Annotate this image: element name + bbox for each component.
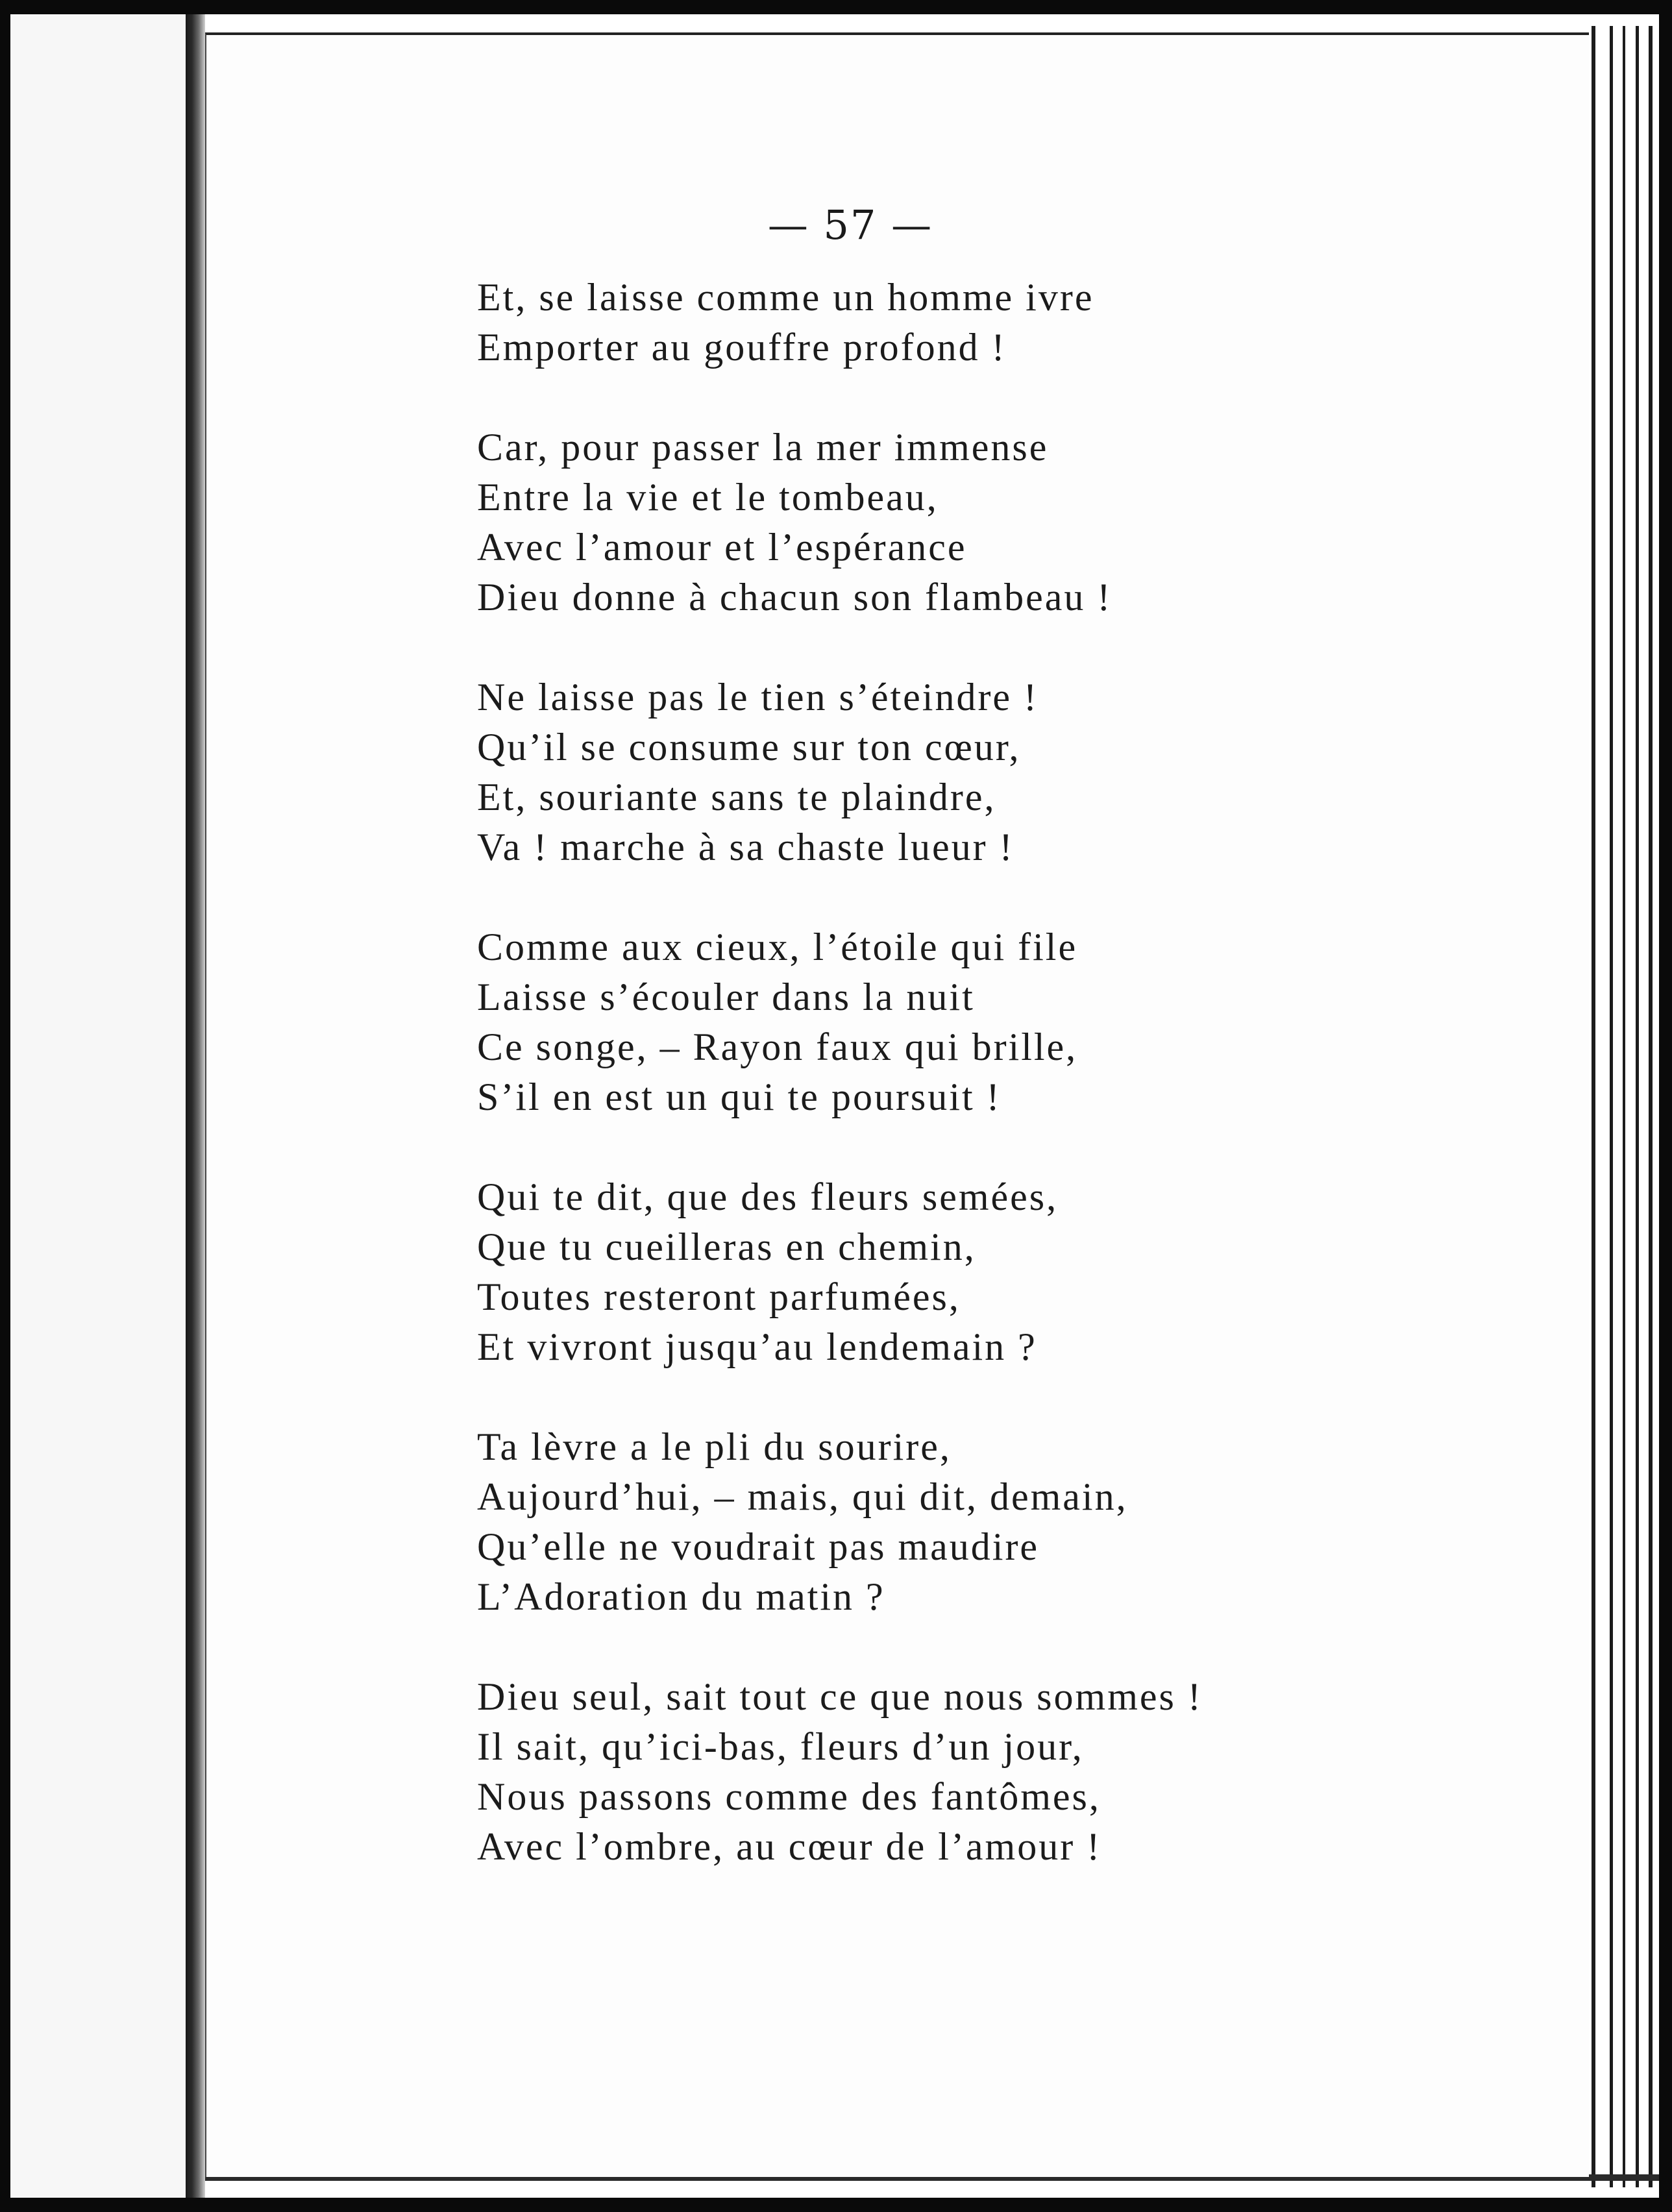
poem-line: Que tu cueilleras en chemin,	[477, 1225, 976, 1268]
poem-line: Dieu seul, sait tout ce que nous sommes !	[477, 1675, 1203, 1718]
book-gutter	[186, 14, 205, 2198]
stanza	[477, 423, 1386, 622]
stanza	[477, 1422, 1386, 1622]
scan-border-bottom	[0, 2198, 1672, 2212]
stanza	[477, 273, 1386, 373]
poem-line: Et, souriante sans te plaindre,	[477, 776, 996, 818]
poem-line: Qu’il se consume sur ton cœur,	[477, 726, 1021, 768]
stanza	[477, 672, 1386, 872]
poem-line: Ce songe, – Rayon faux qui brille,	[477, 1026, 1078, 1068]
page-edge	[1610, 26, 1613, 2187]
poem-line: S’il en est un qui te poursuit !	[477, 1075, 1002, 1118]
scan-border-top	[0, 0, 1672, 14]
poem-line: Qu’elle ne voudrait pas maudire	[477, 1525, 1040, 1568]
scan-border-left	[0, 0, 10, 2212]
poem-line: Dieu donne à chacun son flambeau !	[477, 576, 1113, 619]
poem-line: Avec l’amour et l’espérance	[477, 526, 967, 569]
poem-line: Comme aux cieux, l’étoile qui file	[477, 926, 1078, 968]
poem-line: Qui te dit, que des fleurs semées,	[477, 1175, 1059, 1218]
poem-line: Va ! marche à sa chaste lueur !	[477, 826, 1014, 868]
poem-line: Et, se laisse comme un homme ivre	[477, 276, 1094, 319]
poem-line: Avec l’ombre, au cœur de l’amour !	[477, 1825, 1102, 1868]
poem-line: Emporter au gouffre profond !	[477, 326, 1007, 369]
poem-line: Il sait, qu’ici-bas, fleurs d’un jour,	[477, 1725, 1084, 1768]
poem-line: Toutes resteront parfumées,	[477, 1275, 961, 1318]
page-edge	[1623, 26, 1625, 2187]
poem-line: Ta lèvre a le pli du sourire,	[477, 1425, 952, 1468]
page-edge	[1592, 26, 1595, 2187]
poem-line: Nous passons comme des fantômes,	[477, 1775, 1101, 1818]
page-number: — 57 —	[767, 201, 933, 249]
poem-line: Entre la vie et le tombeau,	[477, 476, 939, 519]
stanza	[477, 1172, 1386, 1372]
facing-page	[10, 14, 186, 2198]
stanza	[477, 1672, 1386, 1872]
poem-line: Car, pour passer la mer immense	[477, 426, 1049, 469]
poem	[477, 273, 1386, 1922]
poem-line: L’Adoration du matin ?	[477, 1575, 885, 1618]
stanza	[477, 922, 1386, 1122]
poem-line: Ne laisse pas le tien s’éteindre !	[477, 676, 1039, 719]
poem-line: Laisse s’écouler dans la nuit	[477, 976, 975, 1018]
page-edge	[1649, 26, 1653, 2187]
poem-line: Et vivront jusqu’au lendemain ?	[477, 1325, 1037, 1368]
scan-border-right	[1659, 0, 1672, 2212]
poem-line: Aujourd’hui, – mais, qui dit, demain,	[477, 1475, 1128, 1518]
page-edge	[1636, 26, 1639, 2187]
